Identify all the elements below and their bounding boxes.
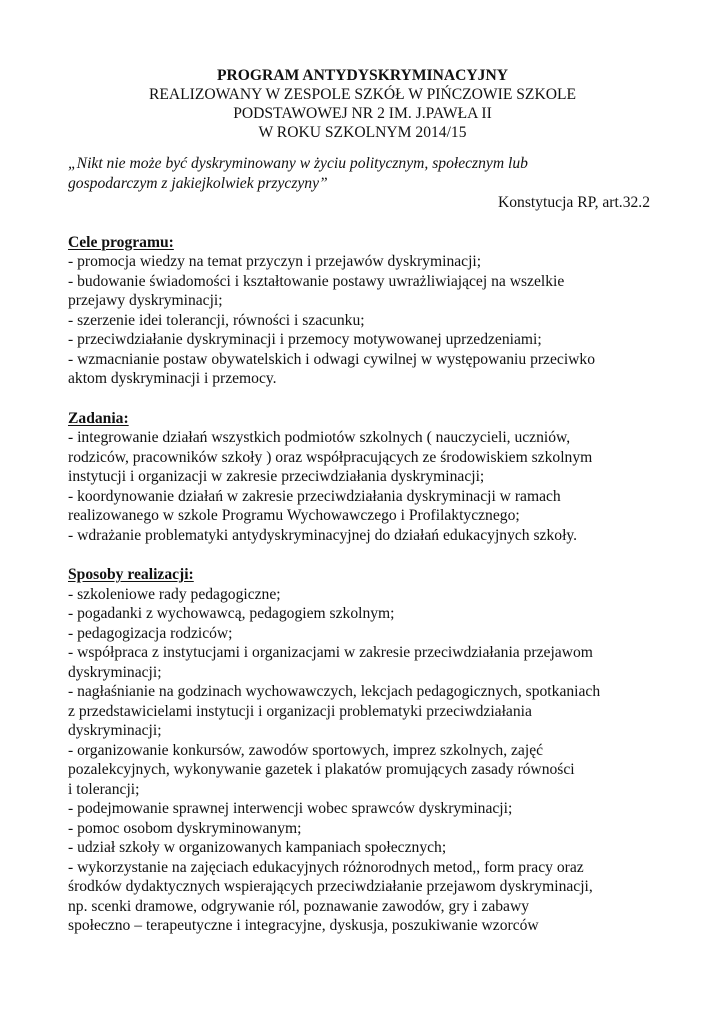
- header-line-2: REALIZOWANY W ZESPOLE SZKÓŁ W PIŃCZOWIE SZKOLE: [148, 86, 577, 103]
- section-line: - budowanie świadomości i kształtowanie postawy uwrażliwiającej na wszelkie: [68, 272, 565, 290]
- section-line: - promocja wiedzy na temat przyczyn i przejawów dyskryminacji;: [68, 253, 482, 270]
- section-line: rodziców, pracowników szkoły ) oraz współpracujących ze środowiskiem szkolnym: [68, 448, 593, 466]
- document-title: PROGRAM ANTYDYSKRYMINACYJNY: [217, 67, 508, 84]
- quote-line: „Nikt nie może być dyskryminowany w życiu politycznym, społecznym lub: [68, 155, 528, 172]
- quote-line: gospodarczym z jakiejkolwiek przyczyny”: [68, 174, 328, 192]
- section-line: - szerzenie idei tolerancji, równości i szacunku;: [68, 311, 365, 329]
- section-line: dyskryminacji;: [68, 722, 162, 739]
- section-line: aktom dyskryminacji i przemocy.: [68, 370, 277, 387]
- quote-source: Konstytucja RP, art.32.2: [497, 194, 650, 211]
- header-line-3: PODSTAWOWEJ NR 2 IM. J.PAWŁA II: [233, 105, 492, 122]
- section-line: - podejmowanie sprawnej interwencji wobec sprawców dyskryminacji;: [68, 800, 513, 817]
- section-line: - pedagogizacja rodziców;: [68, 624, 233, 642]
- section-line: - wzmacnianie postaw obywatelskich i odwagi cywilnej w występowaniu przeciwko: [68, 350, 596, 368]
- section-line: - nagłaśnianie na godzinach wychowawczych, lekcjach pedagogicznych, spotkaniach: [68, 683, 601, 700]
- section-line: instytucji i organizacji w zakresie przeciwdziałania dyskryminacji;: [68, 468, 485, 485]
- header-line-4: W ROKU SZKOLNYM 2014/15: [258, 124, 467, 141]
- section-line: pozalekcyjnych, wykonywanie gazetek i plakatów promujących zasady równości: [68, 761, 575, 778]
- section-methods: [68, 565, 657, 936]
- section-line: społeczno – terapeutyczne i integracyjne, dyskusja, poszukiwanie wzorców: [68, 917, 539, 934]
- section-line: - współpraca z instytucjami i organizacjami w zakresie przeciwdziałania przejawom: [68, 644, 593, 661]
- section-goals: [68, 233, 657, 389]
- section-line: środków dydaktycznych wspierających przeciwdziałanie przejawom dyskryminacji,: [68, 878, 593, 895]
- section-tasks: [68, 409, 657, 546]
- section-line: - koordynowanie działań w zakresie przeciwdziałania dyskryminacji w ramach: [68, 487, 561, 505]
- section-line: - pogadanki z wychowawcą, pedagogiem szkolnym;: [68, 605, 395, 622]
- section-line: dyskryminacji;: [68, 663, 162, 681]
- section-line: - szkoleniowe rady pedagogiczne;: [68, 585, 281, 603]
- section-line: - wdrażanie problematyki antydyskryminacyjnej do działań edukacyjnych szkoły.: [68, 526, 578, 544]
- section-line: - organizowanie konkursów, zawodów sportowych, imprez szkolnych, zajęć: [68, 741, 544, 759]
- section-heading: Sposoby realizacji:: [68, 566, 194, 583]
- section-line: z przedstawicielami instytucji i organizacji problematyki przeciwdziałania: [68, 702, 532, 720]
- section-line: - pomoc osobom dyskryminowanym;: [68, 819, 302, 837]
- epigraph-quote: [68, 154, 657, 193]
- section-line: i tolerancji;: [68, 780, 140, 798]
- section-line: - integrowanie działań wszystkich podmiotów szkolnych ( nauczycieli, uczniów,: [68, 429, 571, 446]
- section-line: - przeciwdziałanie dyskryminacji i przemocy motywowanej uprzedzeniami;: [68, 331, 542, 348]
- document-header: [68, 66, 657, 142]
- section-line: - wykorzystanie na zajęciach edukacyjnych różnorodnych metod,, form pracy oraz: [68, 858, 584, 876]
- section-heading: Zadania:: [68, 409, 129, 427]
- section-line: przejawy dyskryminacji;: [68, 292, 223, 309]
- section-heading: Cele programu:: [68, 233, 174, 251]
- section-line: - udział szkoły w organizowanych kampaniach społecznych;: [68, 839, 447, 856]
- section-line: np. scenki dramowe, odgrywanie ról, poznawanie zawodów, gry i zabawy: [68, 897, 530, 915]
- section-line: realizowanego w szkole Programu Wychowawczego i Profilaktycznego;: [68, 507, 520, 524]
